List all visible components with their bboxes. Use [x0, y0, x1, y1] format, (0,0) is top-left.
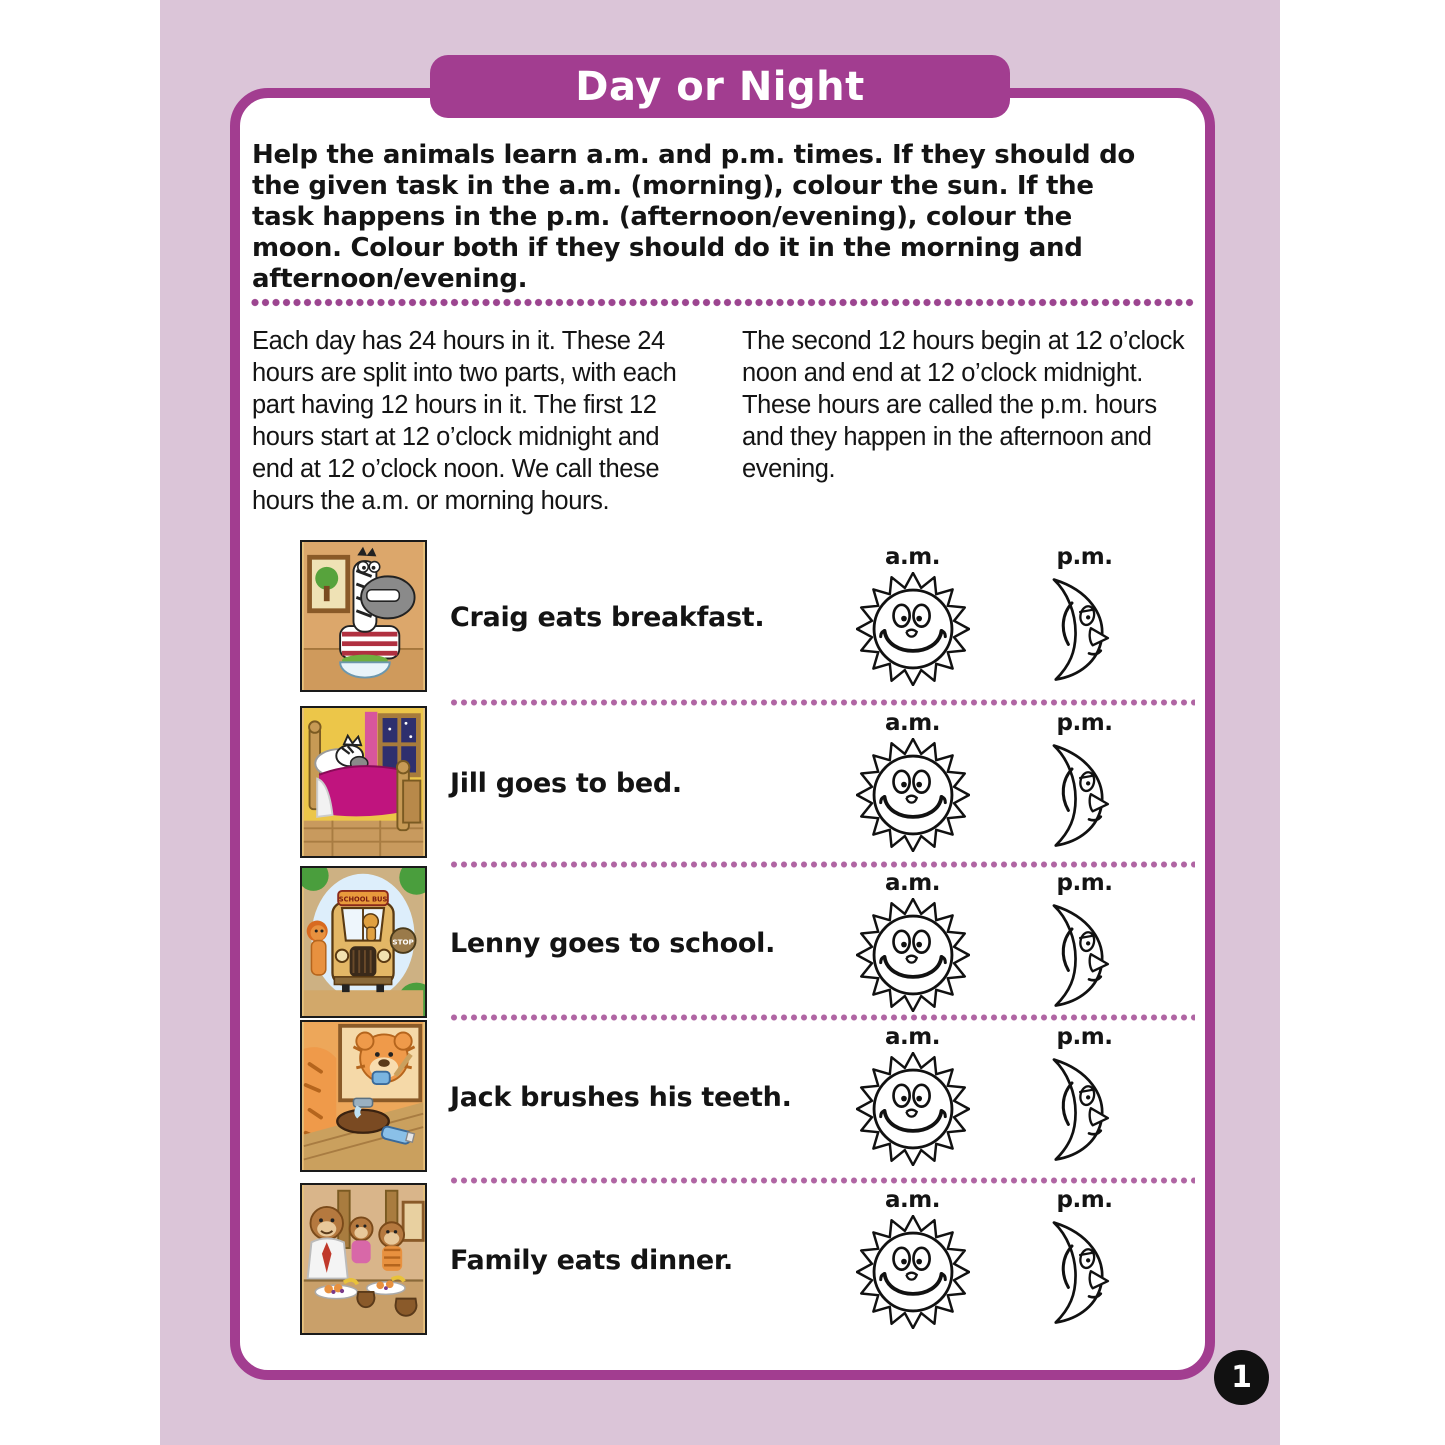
task-row [300, 540, 1195, 698]
am-label: a.m. [885, 710, 940, 736]
pm-slot [1022, 706, 1147, 864]
task-text: Jill goes to bed. [450, 768, 682, 799]
svg-text:STOP: STOP [392, 937, 414, 947]
task-row [300, 866, 1195, 1024]
pm-slot [1022, 1020, 1147, 1178]
pm-slot [1022, 866, 1147, 1024]
sun-icon[interactable] [856, 570, 970, 689]
task-text: Jack brushes his teeth. [450, 1082, 792, 1113]
intro-paragraph-right: The second 12 hours begin at 12 o’clock noon and end at 12 o’clock midnight. These hours are called the p.m. hours and they happen in the afternoon and evening. [742, 327, 1185, 483]
moon-icon[interactable] [1041, 570, 1129, 687]
am-label: a.m. [885, 870, 940, 896]
am-label: a.m. [885, 1187, 940, 1213]
intro-paragraph-left: Each day has 24 hours in it. These 24 hours are split into two parts, with each part having 12 hours in it. The first 12 hours start at 12 o’clock midnight and end at 12 o’clock noon. We call these hours the a.m. or morning hours. [252, 327, 677, 515]
am-slot [850, 1020, 975, 1178]
task-text: Family eats dinner. [450, 1245, 733, 1276]
page-number: 1 [1231, 1360, 1252, 1395]
moon-icon[interactable] [1041, 896, 1129, 1013]
svg-text:SCHOOL BUS: SCHOOL BUS [338, 895, 388, 904]
pm-label: p.m. [1056, 1024, 1113, 1050]
illustration-monkey-family-dinner [300, 1183, 427, 1335]
pm-slot [1022, 1183, 1147, 1341]
pm-label: p.m. [1056, 544, 1113, 570]
illustration-tiger-brushing-teeth [300, 1020, 427, 1172]
pm-slot [1022, 540, 1147, 698]
sun-icon[interactable] [856, 1213, 970, 1332]
sun-icon[interactable] [856, 736, 970, 855]
am-label: a.m. [885, 544, 940, 570]
task-text: Lenny goes to school. [450, 928, 776, 959]
moon-icon[interactable] [1041, 736, 1129, 853]
pm-label: p.m. [1056, 870, 1113, 896]
am-label: a.m. [885, 1024, 940, 1050]
dotted-divider-main [250, 298, 1195, 307]
illustration-zebra-in-bed [300, 706, 427, 858]
task-row [300, 1020, 1195, 1178]
page-title: Day or Night [575, 63, 865, 110]
am-slot [850, 866, 975, 1024]
sun-icon[interactable] [856, 896, 970, 1015]
dotted-divider-row [450, 699, 1195, 706]
moon-icon[interactable] [1041, 1213, 1129, 1330]
moon-icon[interactable] [1041, 1050, 1129, 1167]
page-number-badge [1214, 1350, 1269, 1405]
instructions-text: Help the animals learn a.m. and p.m. times. If they should do the given task in the a.m. (morning), colour the sun. If the task happens in the p.m. (afternoon/evening), colour the moon. Colour both if they should do it in the morning and afternoon/evening. [252, 140, 1135, 294]
am-slot [850, 706, 975, 864]
am-slot [850, 540, 975, 698]
task-text: Craig eats breakfast. [450, 602, 765, 633]
intro-paragraphs [252, 325, 1202, 517]
task-row [300, 706, 1195, 864]
title-banner [430, 55, 1010, 118]
illustration-zebra-eating-breakfast [300, 540, 427, 692]
pm-label: p.m. [1056, 1187, 1113, 1213]
sun-icon[interactable] [856, 1050, 970, 1169]
illustration-lion-school-bus [300, 866, 427, 1018]
am-slot [850, 1183, 975, 1341]
task-row [300, 1183, 1195, 1341]
pm-label: p.m. [1056, 710, 1113, 736]
